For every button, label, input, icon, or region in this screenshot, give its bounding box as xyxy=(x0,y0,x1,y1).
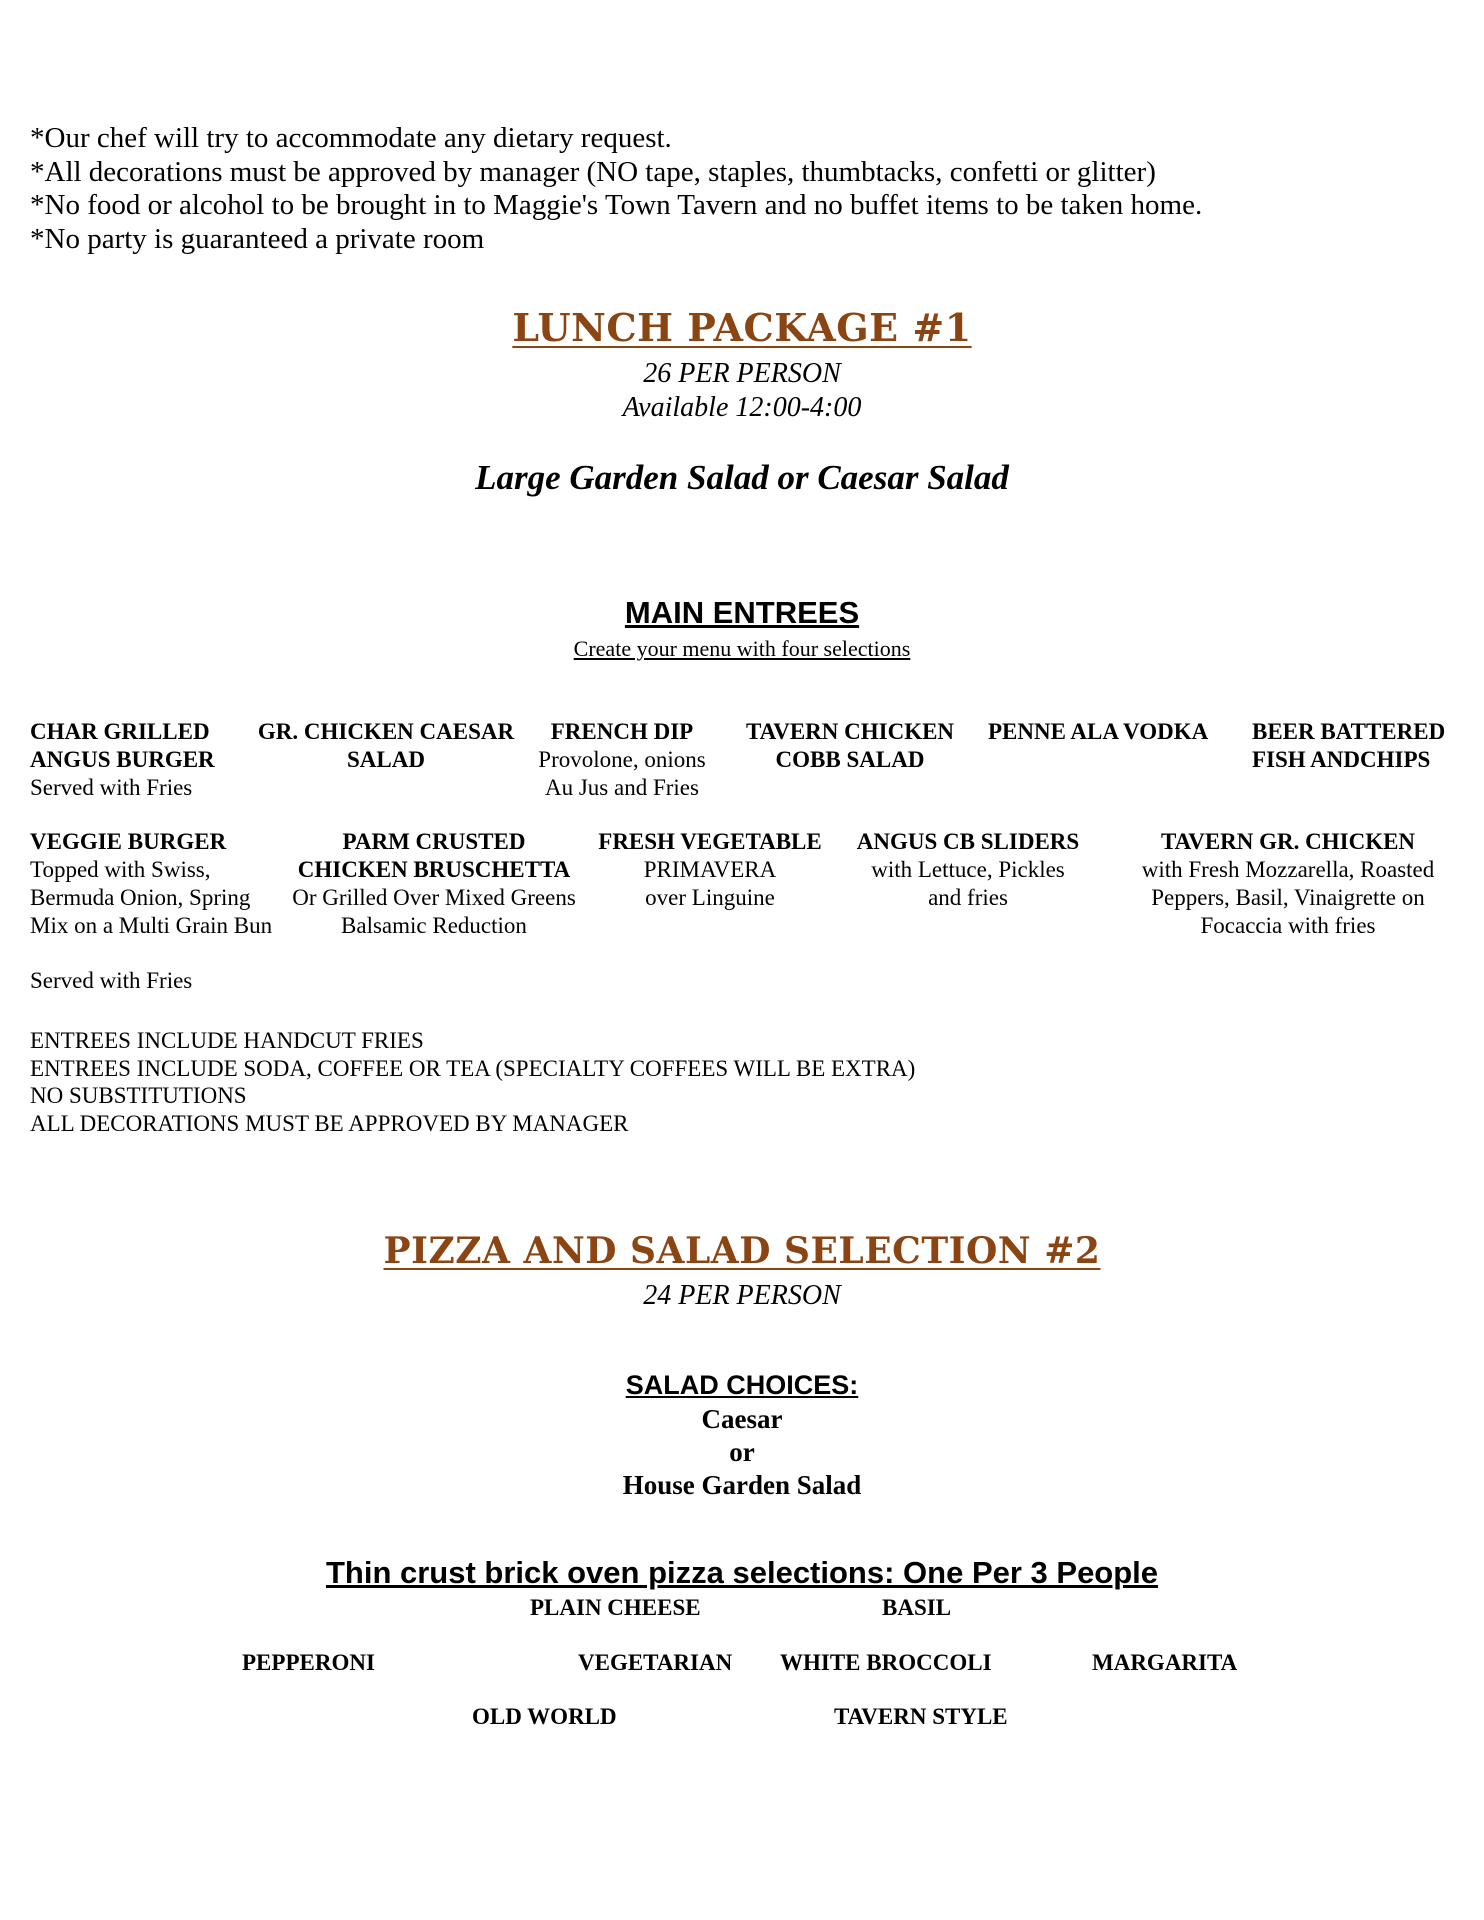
entree-title: CHICKEN BRUSCHETTA xyxy=(297,857,571,882)
entree-title: CHAR GRILLED xyxy=(30,719,210,744)
note-line: *No party is guaranteed a private room xyxy=(30,222,485,255)
entree-title: TAVERN GR. CHICKEN xyxy=(1160,829,1416,854)
dietary-notes xyxy=(30,122,1202,256)
entree-description: with Lettuce, Pickles xyxy=(871,857,1065,882)
salad-option: House Garden Salad xyxy=(622,1470,862,1500)
pizza-salad-title: PIZZA AND SALAD SELECTION #2 xyxy=(383,1230,1101,1272)
entree-title: FRENCH DIP xyxy=(550,719,694,744)
entree-description: Provolone, onions xyxy=(538,747,706,772)
entree-beer-battered-fish-and-chips xyxy=(1252,718,1445,774)
entree-gr-chicken-caesar-salad xyxy=(252,718,520,774)
footer-note: NO SUBSTITUTIONS xyxy=(30,1083,247,1108)
entree-penne-ala-vodka xyxy=(988,718,1208,746)
note-line: *All decorations must be approved by manager (NO tape, staples, thumbtacks, confetti or glitter) xyxy=(30,155,1156,188)
pizza-plain-cheese: PLAIN CHEESE xyxy=(530,1595,701,1620)
entree-title: PENNE ALA VODKA xyxy=(988,719,1209,744)
footer-note: ENTREES INCLUDE SODA, COFFEE OR TEA (SPECIALTY COFFEES WILL BE EXTRA) xyxy=(30,1055,916,1081)
entree-description: Bermuda Onion, Spring xyxy=(30,885,251,910)
pizza-selections-heading: Thin crust brick oven pizza selections: One Per 3 People xyxy=(325,1555,1159,1590)
entree-parm-crusted-chicken-bruschetta xyxy=(276,828,592,940)
entree-title: COBB SALAD xyxy=(775,747,925,772)
entree-description: Peppers, Basil, Vinaigrette on xyxy=(1151,885,1425,910)
entree-title: PARM CRUSTED xyxy=(342,829,526,854)
main-entrees-subheading: Create your menu with four selections xyxy=(573,636,911,661)
entree-description: Or Grilled Over Mixed Greens xyxy=(292,885,576,910)
pizza-margarita: MARGARITA xyxy=(1092,1650,1238,1675)
lunch-package-availability: Available 12:00-4:00 xyxy=(622,392,862,423)
lunch-package-price: 26 PER PERSON xyxy=(643,358,841,389)
note-line: *No food or alcohol to be brought in to Maggie's Town Tavern and no buffet items to be taken home. xyxy=(30,189,1203,221)
entree-veggie-burger xyxy=(30,828,272,940)
entree-description: over Linguine xyxy=(645,885,775,910)
pizza-white-broccoli: WHITE BROCCOLI xyxy=(780,1650,992,1675)
main-entrees-heading: MAIN ENTREES xyxy=(624,595,860,630)
pizza-old-world: OLD WORLD xyxy=(472,1704,617,1729)
footer-note: ALL DECORATIONS MUST BE APPROVED BY MANAGER xyxy=(30,1110,629,1136)
entree-description: Topped with Swiss, xyxy=(30,857,211,882)
entree-description: PRIMAVERA xyxy=(643,857,777,882)
entree-title: FRESH VEGETABLE xyxy=(598,829,822,854)
entree-description: Mix on a Multi Grain Bun xyxy=(30,913,273,938)
entree-description: with Fresh Mozzarella, Roasted xyxy=(1141,857,1435,882)
pizza-tavern-style: TAVERN STYLE xyxy=(834,1704,1008,1729)
entree-description: Balsamic Reduction xyxy=(341,913,527,938)
entree-title: FISH ANDCHIPS xyxy=(1252,747,1431,772)
entree-title: TAVERN CHICKEN xyxy=(745,719,955,744)
lunch-package-title: LUNCH PACKAGE #1 xyxy=(512,305,972,350)
entree-fresh-vegetable-primavera xyxy=(590,828,830,912)
entree-title: BEER BATTERED xyxy=(1252,719,1446,744)
entree-angus-cb-sliders xyxy=(850,828,1086,912)
lunch-salad-choice: Large Garden Salad or Caesar Salad xyxy=(475,458,1009,497)
entree-title: ANGUS BURGER xyxy=(30,747,215,772)
entree-title: GR. CHICKEN CAESAR xyxy=(257,719,515,744)
entree-tavern-gr-chicken xyxy=(1118,828,1458,940)
salad-option: Caesar xyxy=(701,1404,783,1434)
entree-description: and fries xyxy=(928,885,1008,910)
entree-french-dip xyxy=(532,718,712,802)
served-with-note: Served with Fries xyxy=(30,968,193,993)
pizza-salad-price: 24 PER PERSON xyxy=(643,1280,841,1311)
pizza-pepperoni: PEPPERONI xyxy=(242,1650,375,1675)
pizza-basil: BASIL xyxy=(882,1595,952,1620)
entree-title: ANGUS CB SLIDERS xyxy=(856,829,1080,854)
entree-description: Focaccia with fries xyxy=(1200,913,1376,938)
pizza-vegetarian: VEGETARIAN xyxy=(578,1650,733,1675)
salad-option: or xyxy=(729,1437,755,1467)
entree-description: Au Jus and Fries xyxy=(545,775,699,800)
entree-description: Served with Fries xyxy=(30,775,193,800)
footer-note: ENTREES INCLUDE HANDCUT FRIES xyxy=(30,1028,424,1053)
entree-footer-notes xyxy=(30,1027,915,1137)
entree-char-grilled-angus-burger xyxy=(30,718,215,802)
salad-choices-heading: SALAD CHOICES: xyxy=(625,1370,859,1400)
entree-tavern-chicken-cobb-salad xyxy=(740,718,960,774)
note-line: *Our chef will try to accommodate any dietary request. xyxy=(30,122,672,154)
entree-title: VEGGIE BURGER xyxy=(30,829,227,854)
entree-title: SALAD xyxy=(347,747,425,772)
